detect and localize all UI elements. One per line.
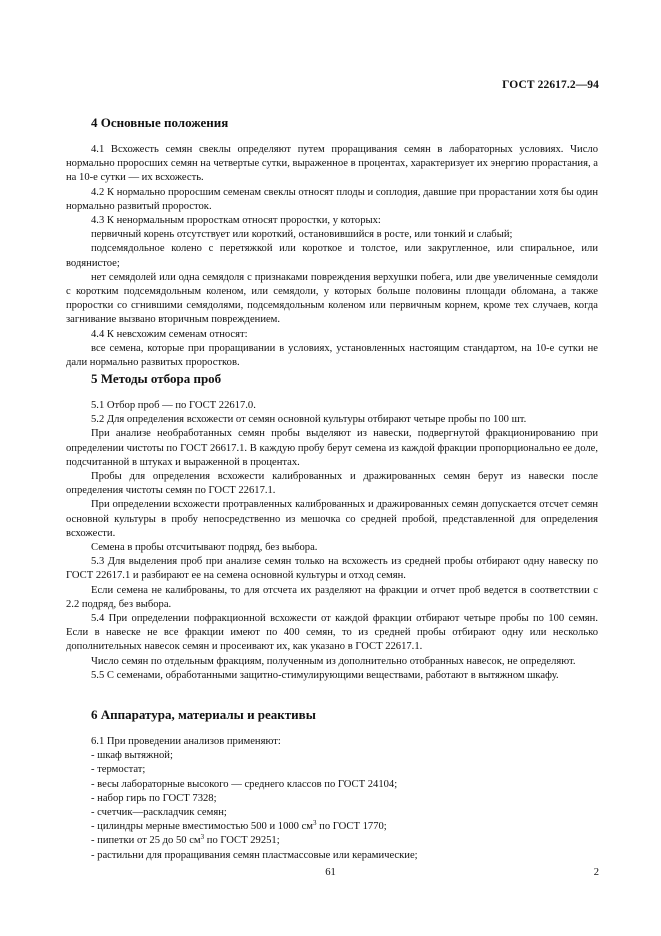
list-item-text: - цилиндры мерные вместимостью 500 и 1000 см — [91, 821, 314, 833]
list-item: - шкаф вытяжной; — [91, 750, 173, 762]
superscript: 3 — [200, 833, 205, 842]
list-item-text: по ГОСТ 29251; — [204, 835, 280, 847]
list-item: - растильни для проращивания семян пластмассовые или керамические; — [91, 849, 418, 861]
paragraph: 4.3 К ненормальным проросткам относят проростки, у которых: — [91, 215, 381, 227]
section-4-title: 4 Основные положения — [91, 115, 229, 130]
list-item: - счетчик—раскладчик семян; — [91, 807, 227, 819]
section-4 — [66, 115, 598, 370]
paragraph: При анализе необработанных семян пробы выделяют из навески, подвергнутой фракционированию при определении чистоты по ГОСТ 26617.1. В каждую пробу берут семена из каждой фракции пропорционально ее доле, подсчитанной в штуках и выраженной в процентах. — [66, 428, 598, 468]
paragraph: 4.2 К нормально проросшим семенам свеклы относят плоды и соплодия, давшие при прорастании хотя бы один нормально развитый проросток. — [66, 186, 598, 212]
list-item-text: - пипетки от 25 до 50 см — [91, 835, 201, 847]
paragraph: подсемядольное колено с перетяжкой или короткое и толстое, или закругленное, или спиральное, или водянистое; — [66, 243, 598, 269]
page-number-right: 2 — [593, 867, 599, 878]
paragraph: все семена, которые при проращивании в условиях, установленных настоящим стандартом, на 10-е сутки не дали нормально развитых проростков. — [66, 342, 598, 369]
paragraph: 5.5 С семенами, обработанными защитно-стимулирующими веществами, работают в вытяжном шкафу. — [91, 669, 559, 681]
paragraph: первичный корень отсутствует или короткий, остановившийся в росте, или тонкий и слабый; — [91, 229, 513, 241]
paragraph: Если семена не калиброваны, то для отсчета их разделяют на фракции и отчет проб ведется в соответствии с 2.2 подряд, без выбора. — [66, 584, 598, 610]
paragraph: нет семядолей или одна семядоля с признаками повреждения верхушки побега, или две увеличенные семядоли с коротким подсемядольным коленом, или семядоли, у которых больше половины площади обломана, а также проростки со сгнившими семядолями, подсемядольным коленом или первичным корнем, кроме тех случаев, когда загнивание вызвано вторичным повреждением. — [66, 271, 598, 326]
paragraph: 6.1 При проведении анализов применяют: — [91, 736, 281, 747]
section-5 — [66, 371, 598, 683]
paragraph: Число семян по отдельным фракциям, полученным из дополнительно отобранных навесок, не определяют. — [91, 655, 576, 667]
list-item: - набор гирь по ГОСТ 7328; — [91, 792, 217, 804]
paragraph: Пробы для определения всхожести калиброванных и дражированных семян берут из навески после определения чистоты семян по ГОСТ 22617.1. — [66, 471, 598, 497]
paragraph: 4.1 Всхожесть семян свеклы определяют путем проращивания семян в лабораторных условиях. Число нормально проросших семян на четвертые сутки, выраженное в процентах, характеризует их энергию прорастания, а на 10-е сутки — их всхожесть. — [66, 144, 598, 184]
section-5-title: 5 Методы отбора проб — [91, 371, 222, 386]
section-6-title: 6 Аппаратура, материалы и реактивы — [91, 707, 316, 722]
superscript: 3 — [313, 819, 317, 828]
paragraph: 5.1 Отбор проб — по ГОСТ 22617.0. — [91, 400, 256, 411]
section-6 — [66, 707, 598, 863]
list-item — [66, 834, 598, 848]
list-item: - весы лабораторные высокого — среднего классов по ГОСТ 24104; — [91, 778, 398, 790]
paragraph: При определении всхожести протравленных калиброванных и дражированных семян допускается отсчет семян основной культуры в пробу непосредственно из мешочка со средней пробой, представленной для определения всхожести. — [66, 499, 598, 539]
paragraph: 4.4 К невсхожим семенам относят: — [91, 328, 248, 340]
page-number-center: 61 — [325, 867, 336, 878]
list-item-text: по ГОСТ 1770; — [316, 821, 387, 833]
standard-code: ГОСТ 22617.2—94 — [502, 79, 599, 91]
paragraph: Семена в пробы отсчитывают подряд, без выбора. — [91, 542, 318, 554]
list-item: - термостат; — [91, 764, 146, 776]
paragraph: 5.3 Для выделения проб при анализе семян только на всхожесть из средней пробы отбирают одну навеску по ГОСТ 22617.1 и разбирают ее на семена основной культуры и отход семян. — [66, 556, 598, 582]
paragraph: 5.4 При определении пофракционной всхожести от каждой фракции отбирают четыре пробы по 100 семян. Если в навеске не все фракции имеют по 400 семян, то из средней пробы отбирают одну или несколько дополнительных навесок семян и просеивают их, как указано в ГОСТ 22617.1. — [66, 613, 598, 653]
list-item — [66, 820, 598, 834]
paragraph: 5.2 Для определения всхожести от семян основной культуры отбирают четыре пробы по 100 шт. — [91, 414, 527, 426]
